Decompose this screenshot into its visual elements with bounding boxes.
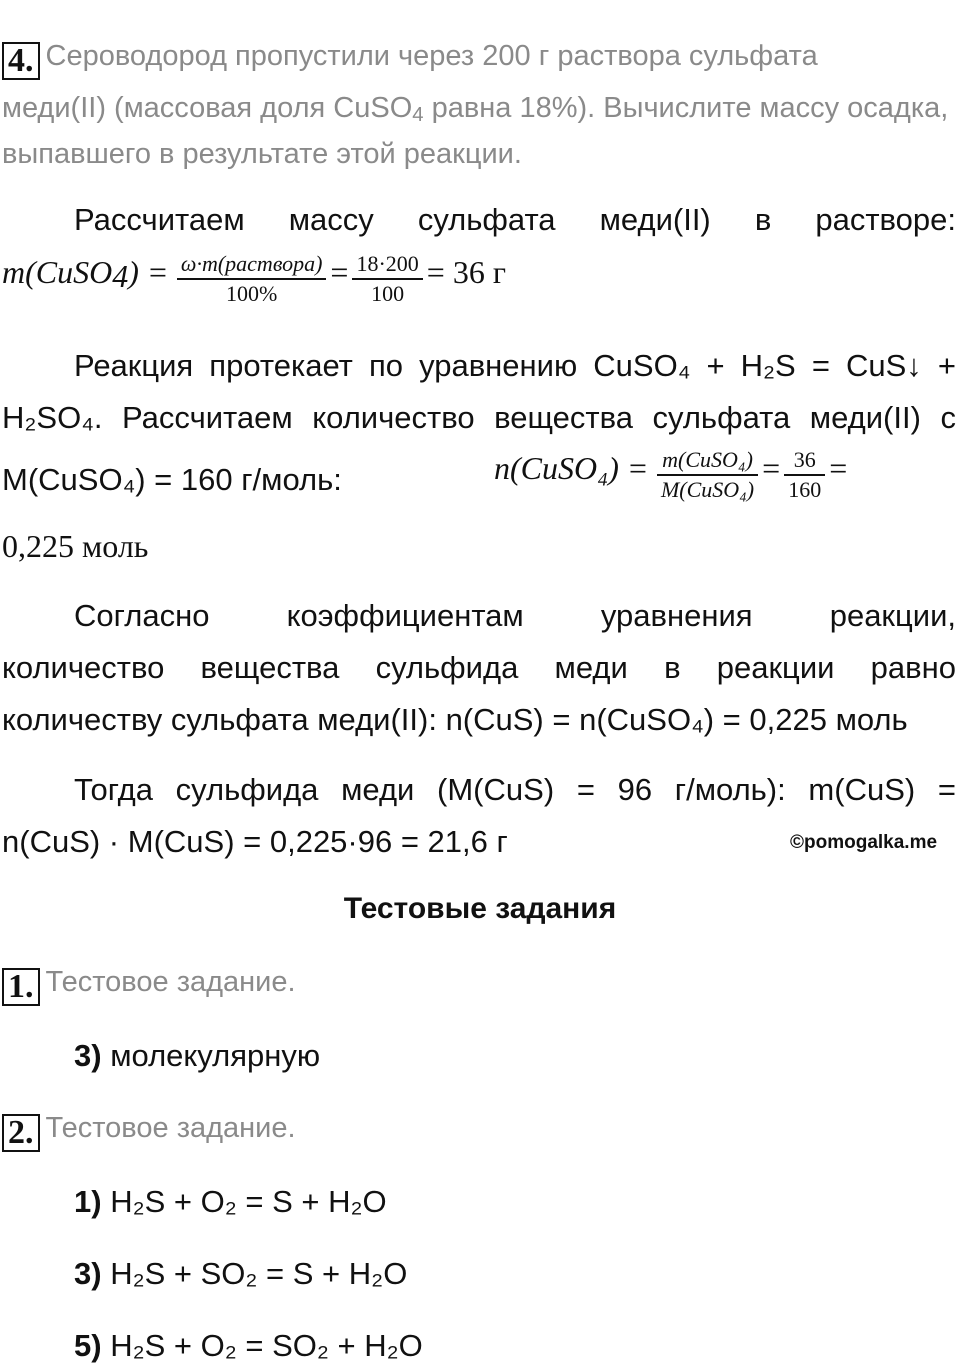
solution-paragraph-3-line: количеству сульфата меди(II): n(CuS) = n(CuSO₄) = 0,225 моль (2, 702, 908, 737)
test-label: Тестовое задание. (45, 1112, 296, 1144)
task-text-line: Сероводород пропустили через 200 г раствора сульфата (45, 40, 818, 72)
solution-paragraph-2: Реакция протекает по уравнению CuSO₄ + H₂S = CuS↓ + (74, 348, 956, 383)
solution-paragraph-3-line: количество вещества сульфида меди в реакции равно (2, 650, 956, 685)
molar-mass-line: M(CuSO₄) = 160 г/моль: (2, 462, 342, 497)
fraction: $\frac{\text{m(CuSO₄)}}{\text{M(CuSO₄)}}$ (657, 446, 758, 504)
solution-paragraph-2-line: H₂SO₄. Рассчитаем количество вещества сульфата меди(II) с (2, 400, 956, 435)
test-2 (2, 1112, 296, 1152)
task-number-badge: 4. (2, 42, 40, 80)
copyright-watermark: ©pomogalka.me (790, 832, 938, 853)
task-4-statement (2, 40, 818, 80)
section-heading: Тестовые задания (343, 892, 617, 925)
amount-result: 0,225 моль (2, 528, 149, 564)
test-label: Тестовое задание. (45, 966, 296, 998)
task-number-badge: 2. (2, 1114, 40, 1152)
task-text-line: выпавшего в результате этой реакции. (2, 138, 522, 170)
formula-mass-cuso4: m(CuSO$_4$) = $\frac{\text{ω·m(раствора)}}{100\%}$ = $\frac{18\cdot 200}{100}$ = 36 г (2, 251, 506, 306)
task-text-line: меди(II) (массовая доля CuSO$_4$ равна 18%). Вычислите массу осадка, (2, 92, 949, 126)
solution-paragraph-1: Рассчитаем массу сульфата меди(II) в растворе: (74, 202, 956, 237)
solution-paragraph-4-line: n(CuS) · M(CuS) = 0,225·96 = 21,6 г (2, 824, 508, 859)
solution-paragraph-3: Согласно коэффициентам уравнения реакции, (74, 598, 956, 633)
solution-paragraph-4: Тогда сульфида меди (M(CuS) = 96 г/моль): m(CuS) = (74, 772, 956, 807)
test-2-answer-1: 1) H₂S + O₂ = S + H₂O (74, 1184, 387, 1219)
fraction: $\frac{18\cdot 200}{100}$ (352, 250, 422, 308)
test-1-answer: 3) молекулярную (74, 1038, 321, 1073)
test-2-answer-5: 5) H₂S + O₂ = SO₂ + H₂O (74, 1328, 423, 1363)
formula-amount-cuso4: n(CuSO₄) = $\frac{\text{m(CuSO₄)}}{\text{M(CuSO₄)}}$ = $\frac{36}{160}$ = (494, 447, 848, 502)
test-2-answer-3: 3) H₂S + SO₂ = S + H₂O (74, 1256, 408, 1291)
task-number-badge: 1. (2, 968, 40, 1006)
fraction: $\frac{\text{ω·m(раствора)}}{100\%}$ (177, 250, 327, 308)
fraction: $\frac{36}{160}$ (784, 446, 825, 504)
test-1 (2, 966, 296, 1006)
